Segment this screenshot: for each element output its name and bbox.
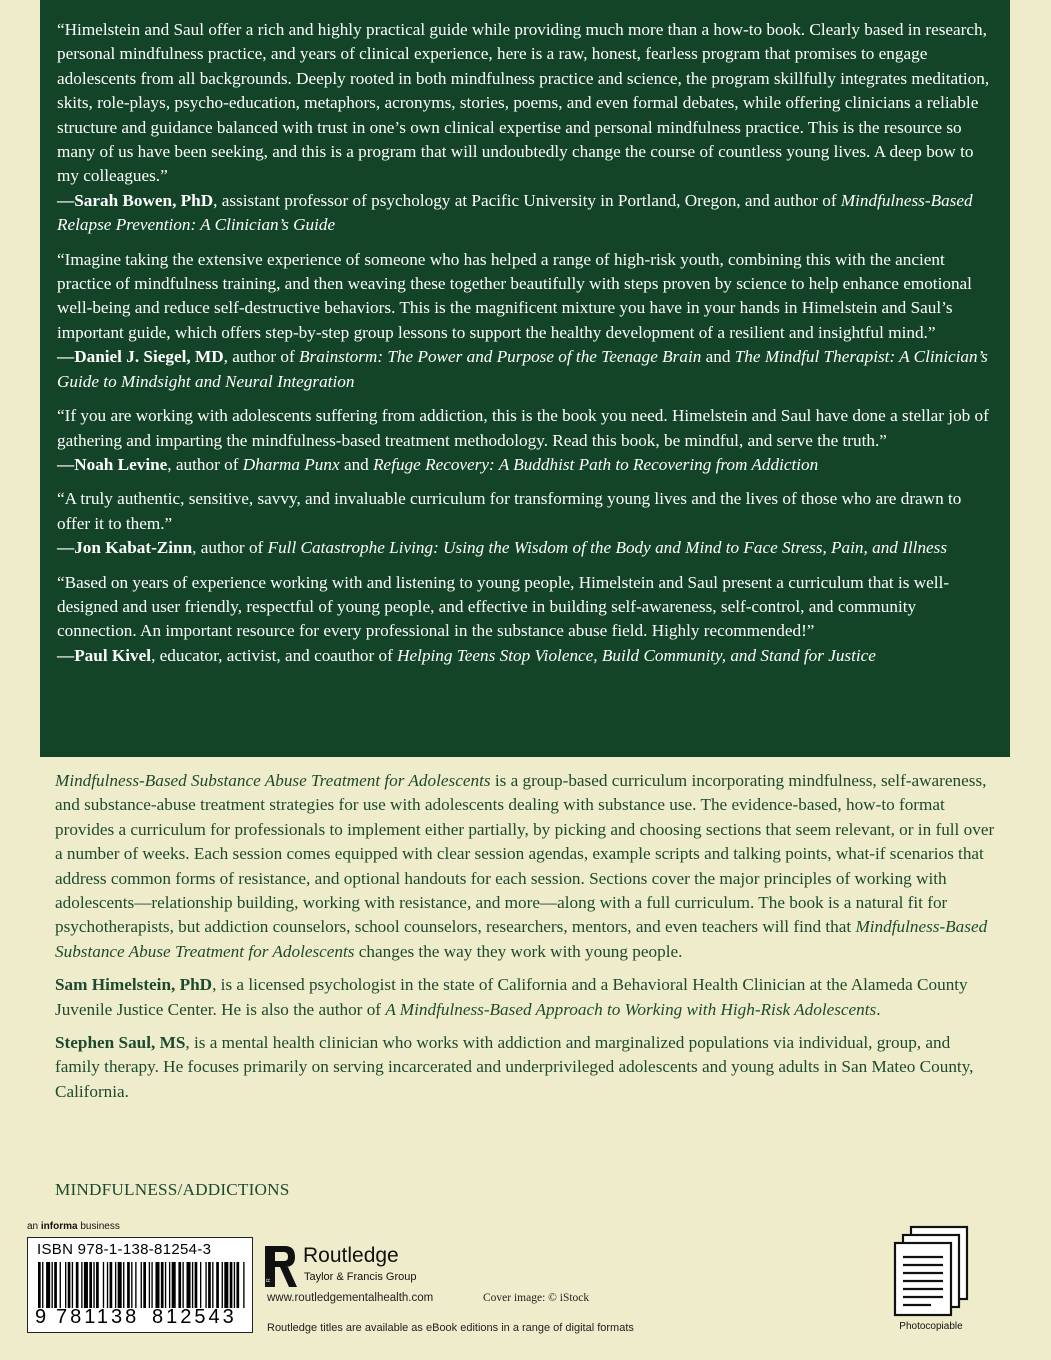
author-name: Stephen Saul, MS: [55, 1033, 186, 1053]
barcode-bar: [89, 1262, 92, 1308]
photocopy-pages-icon: [891, 1223, 971, 1319]
routledge-r-icon: [263, 1244, 299, 1289]
review-quote: “Imagine taking the extensive experience of someone who has helped a range of high-risk youth, combining this with the ancient practice of mindfulness training, and then weaving these together beautifully with steps proven by science to help enhance emotional well-being and reduce self-destructive behaviors. This is the magnificent mixture you have in your hands in Himelstein and Saul’s important guide, which offers step-by-step group lessons to support the healthy development of a resilient and insightful mind.”: [57, 249, 972, 342]
barcode-bar: [192, 1262, 193, 1308]
barcode-bar: [200, 1262, 201, 1308]
review-attribution: [57, 453, 992, 477]
review-3: [57, 404, 992, 477]
barcode-bar: [76, 1262, 79, 1308]
reviewer-connector: and: [701, 347, 735, 367]
review-5: [57, 571, 992, 669]
review-quote: “If you are working with adolescents suffering from addiction, this is the book you need. Himelstein and Saul have done a stellar job of gathering and imparting the mindfulness-based treatment methodology. Read this book, be mindful, and serve the truth.”: [57, 406, 989, 450]
publisher-group: Taylor & Francis Group: [304, 1271, 417, 1283]
reviewer-work-2: Refuge Recovery: A Buddhist Path to Recovering from Addiction: [373, 454, 819, 474]
reviewer-name: —Sarah Bowen, PhD: [57, 190, 214, 210]
review-quote: “Himelstein and Saul offer a rich and highly practical guide while providing much more than a how-to book. Clearly based in research, personal mindfulness practice, and years of clinical experience, here is a raw, honest, fearless program that promises to engage adolescents from all backgrounds. Deeply rooted in both mindfulness practice and science, the program skillfully integrates meditation, skits, role-plays, psycho-education, metaphors, acronyms, stories, poems, and even formal debates, while offering clinicians a reliable structure and guidance balanced with trust in one’s own clinical expertise and personal mindfulness practice. This is the resource so many of us have been seeking, and this is a program that will undoubtedly change the course of countless young lives. A deep bow to my colleagues.”: [57, 20, 990, 186]
reviewer-work: Full Catastrophe Living: Using the Wisdom of the Body and Mind to Face Stress, Pain, and Illness: [267, 538, 948, 558]
barcode-bar: [243, 1262, 244, 1308]
barcode-bars: [38, 1262, 246, 1308]
barcode-bar: [81, 1262, 82, 1308]
reviewer-role: , assistant professor of psychology at Pacific University in Portland, Oregon, and author of: [213, 190, 841, 210]
author-bio-text: , is a mental health clinician who works with addiction and marginalized populations via individual, group, and family therapy. He focuses primarily on serving incarcerated and underprivileged adolescents and young adults in San Mateo County, California.: [55, 1033, 974, 1101]
barcode-bar: [230, 1262, 233, 1308]
description-text: is a group-based curriculum incorporating mindfulness, self-awareness, and substance-abuse treatment strategies for use with adolescents dealing with substance use. The evidence-based, how-to format provides a curriculum for professionals to implement either partially, by picking and choosing sections that seem relevant, or in full over a number of weeks. Each session comes equipped with clear session agendas, example scripts and talking points, what-if scenarios that address common forms of resistance, and optional handouts for each session. Sections cover the major principles of working with adolescents—relationship building, working with resistance, and more—along with a full curriculum. The book is a natural fit for psychotherapists, but addiction counselors, school counselors, researchers, mentors, and even teachers will find that: [55, 771, 995, 937]
publisher-url[interactable]: www.routledgementalhealth.com: [267, 1292, 434, 1304]
barcode-bar: [131, 1262, 132, 1308]
barcode-bar: [151, 1262, 152, 1308]
barcode-bar: [178, 1262, 181, 1308]
barcode-bar: [205, 1262, 206, 1308]
review-attribution: [57, 345, 992, 394]
review-attribution: [57, 189, 992, 238]
barcode-bar: [161, 1262, 164, 1308]
barcode-bar: [118, 1262, 122, 1308]
informa-prefix: an: [27, 1221, 41, 1232]
barcode-bar: [165, 1262, 166, 1308]
barcode-bar: [65, 1262, 66, 1308]
publisher-name: Routledge: [303, 1244, 399, 1267]
review-attribution: [57, 536, 992, 560]
informa-suffix: business: [77, 1221, 120, 1232]
reviewer-name: —Noah Levine: [57, 454, 168, 474]
barcode-bar: [212, 1262, 213, 1308]
barcode-bar: [187, 1262, 191, 1308]
barcode-bar: [208, 1262, 211, 1308]
barcode-bar: [52, 1262, 53, 1308]
isbn-first-digit: 9: [35, 1306, 47, 1328]
barcode-bar: [127, 1262, 130, 1308]
barcode-bar: [93, 1262, 94, 1308]
book-title-italic-2: Mindfulness-Based Substance Abuse Treatment for Adolescents: [55, 917, 988, 961]
reviews-panel: [40, 0, 1010, 757]
description-text-end: changes the way they work with young people.: [354, 941, 683, 961]
barcode-bar: [216, 1262, 219, 1308]
review-1: [57, 18, 992, 238]
barcode-bar: [141, 1262, 142, 1308]
book-description-section: [55, 769, 995, 1113]
review-attribution: [57, 644, 992, 668]
photocopiable-label: Photocopiable: [899, 1321, 963, 1332]
isbn-right-digits: 812543: [152, 1306, 237, 1328]
barcode-bar: [72, 1262, 73, 1308]
reviewer-name: —Jon Kabat-Zinn: [57, 538, 193, 558]
reviewer-role: , author of: [223, 347, 300, 367]
isbn-left-digits: 781138: [56, 1306, 140, 1328]
barcode-bar: [195, 1262, 198, 1308]
barcode-bar: [107, 1262, 108, 1308]
barcode-bar: [103, 1262, 104, 1308]
reviewer-connector: and: [339, 454, 374, 474]
barcode-bar: [115, 1262, 116, 1308]
cover-image-credit: Cover image: © iStock: [483, 1292, 590, 1304]
author-bio-text: , is a licensed psychologist in the state of California and a Behavioral Health Clinician at the Alameda County Juvenile Justice Center. He is also the author of: [55, 975, 968, 1019]
barcode-bar: [60, 1262, 61, 1308]
barcode-bar: [68, 1262, 71, 1308]
barcode-bar: [236, 1262, 239, 1308]
barcode-bar: [46, 1262, 50, 1308]
reviewer-work: Helping Teens Stop Violence, Build Community, and Stand for Justice: [397, 645, 876, 665]
barcode-bar: [143, 1262, 146, 1308]
barcode-bar: [155, 1262, 159, 1308]
barcode-bar: [135, 1262, 136, 1308]
subject-category: MINDFULNESS/ADDICTIONS: [55, 1180, 290, 1199]
reviewer-work: Mindfulness-Based Relapse Prevention: A Clinician’s Guide: [57, 190, 973, 235]
barcode-bar: [224, 1262, 228, 1308]
reviewer-role: , educator, activist, and coauthor of: [151, 645, 398, 665]
ebook-availability-note: Routledge titles are available as eBook editions in a range of digital formats: [267, 1322, 634, 1334]
informa-brand: informa: [40, 1221, 78, 1232]
barcode-bar: [172, 1262, 176, 1308]
review-2: [57, 248, 992, 394]
barcode-bar: [96, 1262, 99, 1308]
informa-business-label: [27, 1221, 120, 1232]
reviewer-name: —Paul Kivel: [57, 645, 152, 665]
barcode-bar: [54, 1262, 57, 1308]
review-quote: “A truly authentic, sensitive, savvy, and invaluable curriculum for transforming young lives and the lives of those who are drawn to offer it to them.”: [57, 489, 962, 533]
photocopiable-badge: [891, 1223, 971, 1335]
barcode-bar: [84, 1262, 88, 1308]
reviewer-work: Brainstorm: The Power and Purpose of the Teenage Brain: [299, 347, 702, 367]
author-bio-end: .: [876, 999, 881, 1019]
author-bio-1: [55, 973, 995, 1022]
reviewer-role: , author of: [167, 454, 243, 474]
barcode-bar: [234, 1262, 235, 1308]
barcode-bar: [123, 1262, 124, 1308]
author-bio-2: [55, 1031, 995, 1104]
review-quote: “Based on years of experience working with and listening to young people, Himelstein and Saul present a curriculum that is well-designed and user friendly, respectful of young people, and effective in building self-awareness, self-control, and community connection. An important resource for every professional in the substance abuse field. Highly recommended!”: [57, 572, 950, 641]
barcode-bar: [222, 1262, 223, 1308]
book-description: [55, 769, 995, 964]
isbn-barcode: [27, 1237, 253, 1333]
barcode-bar: [169, 1262, 170, 1308]
barcode-bar: [42, 1262, 43, 1308]
reviewer-role: , author of: [192, 538, 268, 558]
barcode-bar: [38, 1262, 41, 1308]
routledge-logo-letter: R: [266, 1278, 272, 1282]
author-name: Sam Himelstein, PhD: [55, 975, 213, 995]
reviewer-work: Dharma Punx: [242, 454, 340, 474]
reviewer-work-2: The Mindful Therapist: A Clinician’s Guide to Mindsight and Neural Integration: [57, 347, 988, 391]
author-work: A Mindfulness-Based Approach to Working with High-Risk Adolescents: [385, 999, 877, 1019]
barcode-bar: [110, 1262, 113, 1308]
book-title-italic: Mindfulness-Based Substance Abuse Treatment for Adolescents: [55, 771, 491, 790]
isbn-label: ISBN 978-1-138-81254-3: [37, 1241, 212, 1258]
routledge-logo: [263, 1244, 463, 1289]
review-4: [57, 487, 992, 560]
barcode-bar: [149, 1262, 150, 1308]
barcode-bar: [182, 1262, 183, 1308]
reviewer-name: —Daniel J. Siegel, MD: [57, 347, 224, 367]
